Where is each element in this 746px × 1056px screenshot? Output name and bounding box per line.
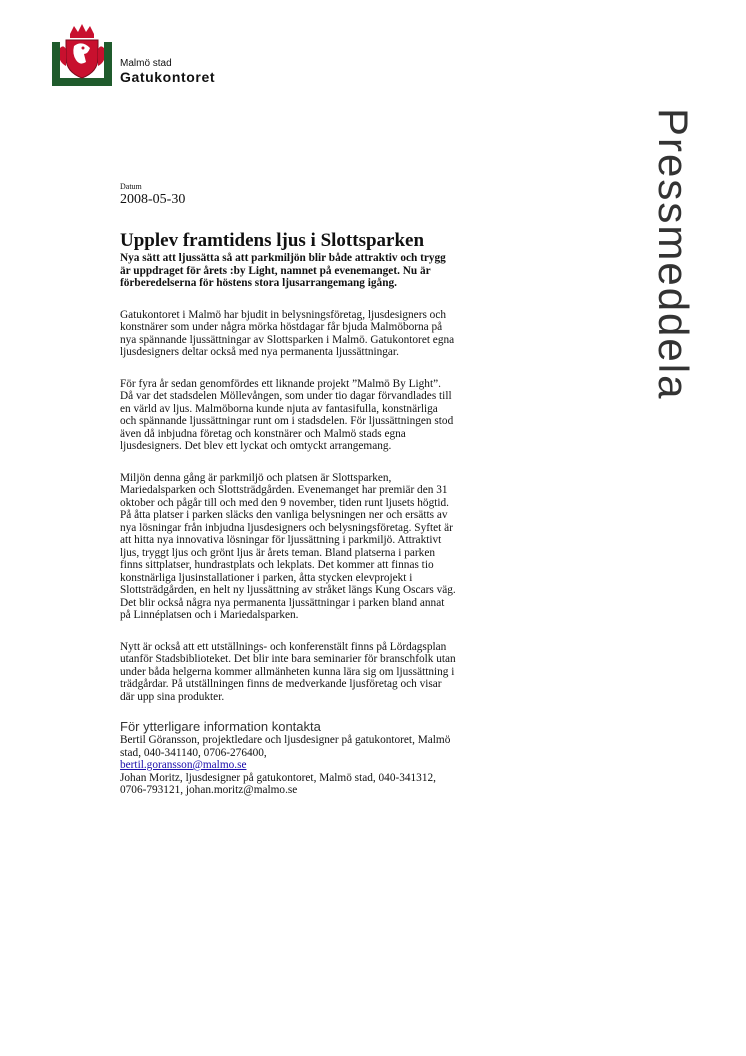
paragraph-1: Gatukontoret i Malmö har bjudit in belysningsföretag, ljusdesigners och konstnärer som under några mörka höstdagar får bjuda Malmöborna på nya spännande ljussättningar av Slottsparken i Malmö. Gatukontoret egna ljusdesigners deltar också med nya permanenta ljussättningar. [120, 308, 455, 358]
contact-email-link[interactable]: bertil.goransson@malmo.se [120, 759, 247, 771]
org-city: Malmö stad [120, 58, 172, 69]
org-department: Gatukontoret [120, 69, 216, 85]
article-body [120, 231, 456, 797]
contact-heading: För ytterligare information kontakta [120, 719, 321, 734]
article-title: Upplev framtidens ljus i Slottsparken [120, 230, 425, 251]
contact-person-1 [120, 734, 456, 772]
coat-of-arms-icon [52, 22, 112, 86]
paragraph-5: Nytt är också att ett utställnings- och konferenstält finns på Lördagsplan utanför Stadsbiblioteket. Det blir inte bara seminarier för branschfolk utan under båda helgerna kommer allmänheten kunna lära sig om ljussättning i trädgårdar. På utställningen finns de medverkande ljusföretag och visar där upp sina produkter. [120, 640, 456, 703]
paragraph-3: Miljön denna gång är parkmiljö och platsen är Slottsparken, Mariedalsparken och Slottsträdgården. Evenemanget har premiär den 31 oktober och pågår till och med den 9 november, tiden runt ljusets högtid. [120, 471, 449, 509]
contact-person-1-text: Bertil Göransson, projektledare och ljusdesigner på gatukontoret, Malmö stad, 040-341140, 0706-276400, [120, 734, 451, 759]
article-lead: Nya sätt att ljussätta så att parkmiljön blir både attraktiv och trygg är uppdraget för årets :by Light, namnet på evenemanget. Nu är förberedelserna för höstens stora ljusarrangemang igång. [120, 252, 446, 289]
malmo-coat-of-arms-logo [52, 22, 112, 86]
date-value: 2008-05-30 [120, 192, 186, 207]
paragraph-4: På åtta platser i parken släcks den vanliga belysningen ner och ersätts av nya lösningar från inbjudna ljusdesigners och belysningsföretag. Syftet är att hitta nya innovativa lösningar för ljussättning i parkmiljö. Attraktivt ljus, tryggt ljus och grönt ljus är årets teman. Bland platserna i parken finns sittplatser, hundrastplats och lekplats. Det kommer att finnas tio konstnärliga ljusinstallationer i parken, åtta stycken elevprojekt i Slottsträdgården, en helt ny ljussättning av stråket längs Kung Oscars väg. Det blir också några nya permanenta ljussättningar i parken bland annat på Linnéplatsen och i Mariedalsparken. [120, 509, 456, 621]
press-release-vertical-label: Pressmeddela [650, 108, 697, 401]
paragraph-2: För fyra år sedan genomfördes ett liknande projekt ”Malmö By Light”. Då var det stadsdelen Möllevången, som under tio dagar förvandlades till en värld av ljus. Malmöborna kunde njuta av fantasifulla, konstnärliga och spännande ljussättningar runt om i stadsdelen. För ljussättningen stod även då inbjudna företag och konstnärer och Malmö stads egna ljusdesigners. Det blev ett lyckat och omtyckt arrangemang. [120, 377, 454, 452]
contact-person-2: Johan Moritz, ljusdesigner på gatukontoret, Malmö stad, 040-341312, 0706-793121, johan.moritz@malmo.se [120, 771, 436, 796]
organization-block [120, 58, 215, 85]
date-label: Datum [120, 182, 142, 191]
